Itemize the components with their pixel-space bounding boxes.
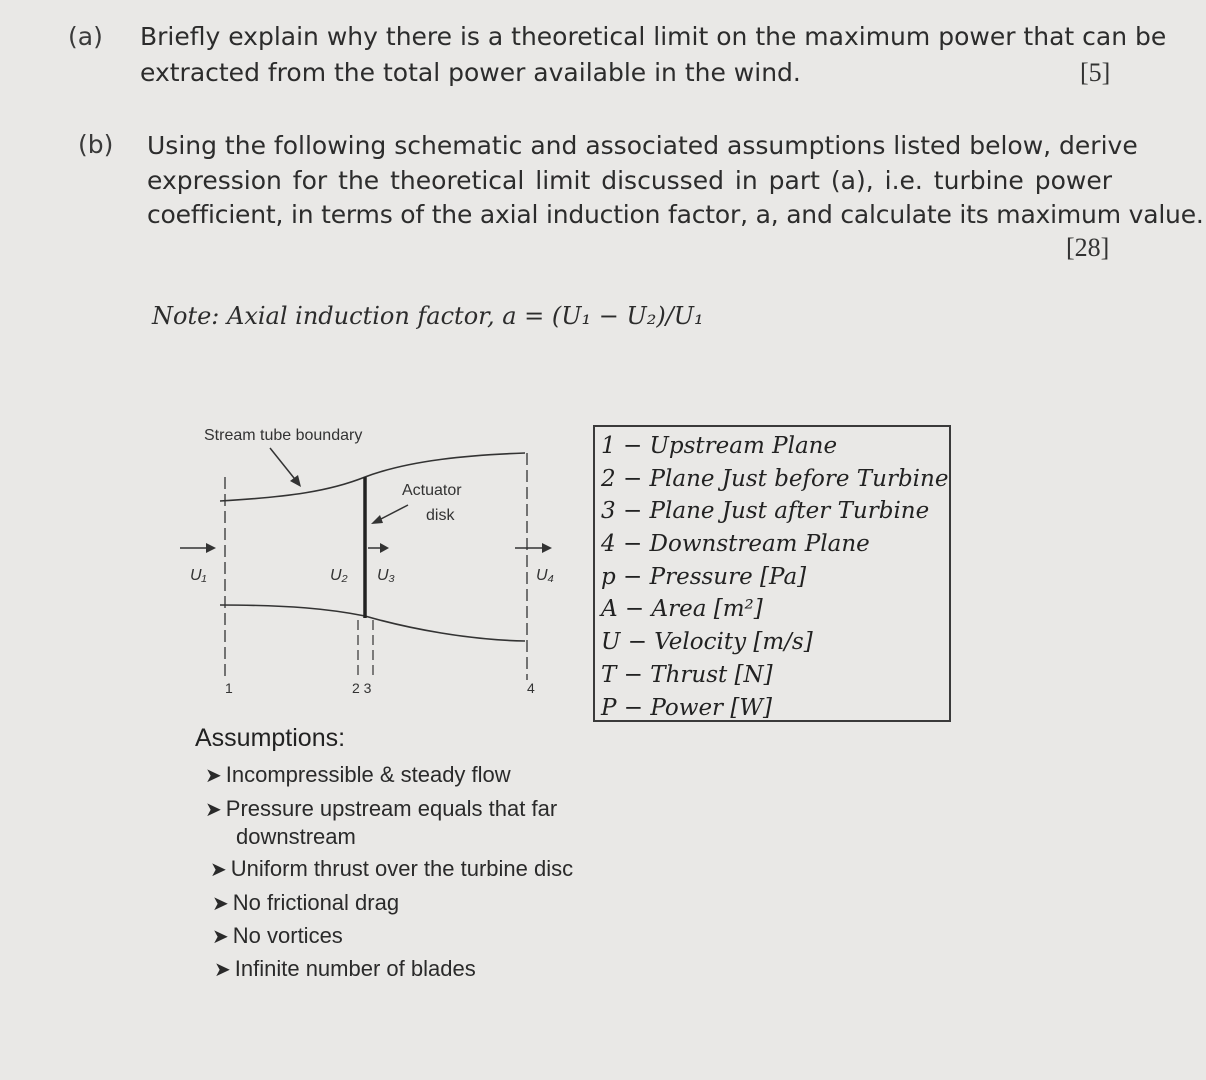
bullet-arrow-icon: ➤ bbox=[214, 957, 231, 981]
part-a-line-2: extracted from the total power available in the wind. bbox=[140, 58, 801, 87]
part-a-line-1: Briefly explain why there is a theoretical limit on the maximum power that can be bbox=[140, 22, 1167, 51]
u2-label: U₂ bbox=[330, 567, 348, 584]
legend-item: 2 − Plane Just before Turbine bbox=[601, 465, 949, 492]
legend-item: A − Area [m²] bbox=[601, 596, 763, 623]
bullet-arrow-icon: ➤ bbox=[205, 763, 222, 787]
assumption-item-continued: downstream bbox=[236, 824, 356, 849]
u4-label: U₄ bbox=[536, 567, 554, 584]
legend-item: T − Thrust [N] bbox=[601, 661, 773, 688]
legend-item: U − Velocity [m/s] bbox=[601, 629, 813, 656]
part-a-label: (a) bbox=[68, 22, 103, 51]
plane-1-label: 1 bbox=[225, 680, 233, 696]
part-a-marks: [5] bbox=[1080, 58, 1111, 87]
assumption-item: ➤ No vortices bbox=[212, 923, 343, 948]
stream-tube-label: Stream tube boundary bbox=[204, 427, 363, 444]
assumption-item: ➤ Uniform thrust over the turbine disc bbox=[210, 856, 574, 881]
assumption-item: ➤ Infinite number of blades bbox=[214, 956, 476, 981]
assumptions-title: Assumptions: bbox=[195, 724, 346, 752]
axial-induction-note: Note: Axial induction factor, a = (U₁ − U₂)/U₁ bbox=[152, 302, 704, 330]
u3-label: U₃ bbox=[377, 567, 395, 584]
u1-label: U₁ bbox=[190, 567, 207, 584]
assumption-item: ➤ Pressure upstream equals that far bbox=[205, 796, 558, 821]
bullet-arrow-icon: ➤ bbox=[212, 924, 229, 948]
actuator-label-1: Actuator bbox=[402, 482, 462, 499]
legend-item: 1 − Upstream Plane bbox=[601, 433, 838, 459]
legend-item: 4 − Downstream Plane bbox=[601, 531, 870, 558]
bullet-arrow-icon: ➤ bbox=[205, 797, 222, 821]
part-b-line-3: coefficient, in terms of the axial induction factor, a, and calculate its maximum value. bbox=[147, 200, 1204, 229]
part-b-line-2: expression for the theoretical limit discussed in part (a), i.e. turbine power bbox=[147, 166, 1112, 195]
legend-item: 3 − Plane Just after Turbine bbox=[601, 498, 930, 525]
part-b-line-1: Using the following schematic and associated assumptions listed below, derive bbox=[147, 131, 1138, 160]
bullet-arrow-icon: ➤ bbox=[210, 857, 227, 881]
plane-23-label: 2 3 bbox=[352, 680, 372, 696]
assumption-item: ➤ Incompressible & steady flow bbox=[205, 762, 511, 787]
legend-item: P − Power [W] bbox=[601, 694, 772, 721]
assumption-item: ➤ No frictional drag bbox=[212, 890, 400, 915]
actuator-disk-schematic bbox=[170, 415, 590, 705]
plane-4-label: 4 bbox=[527, 680, 535, 696]
bullet-arrow-icon: ➤ bbox=[212, 891, 229, 915]
part-b-label: (b) bbox=[78, 130, 114, 159]
legend-item: p − Pressure [Pa] bbox=[601, 563, 807, 590]
part-b-marks: [28] bbox=[1066, 233, 1110, 262]
actuator-label-2: disk bbox=[426, 507, 455, 524]
stream-tube-upper-boundary bbox=[220, 453, 525, 501]
symbol-legend bbox=[593, 425, 951, 722]
